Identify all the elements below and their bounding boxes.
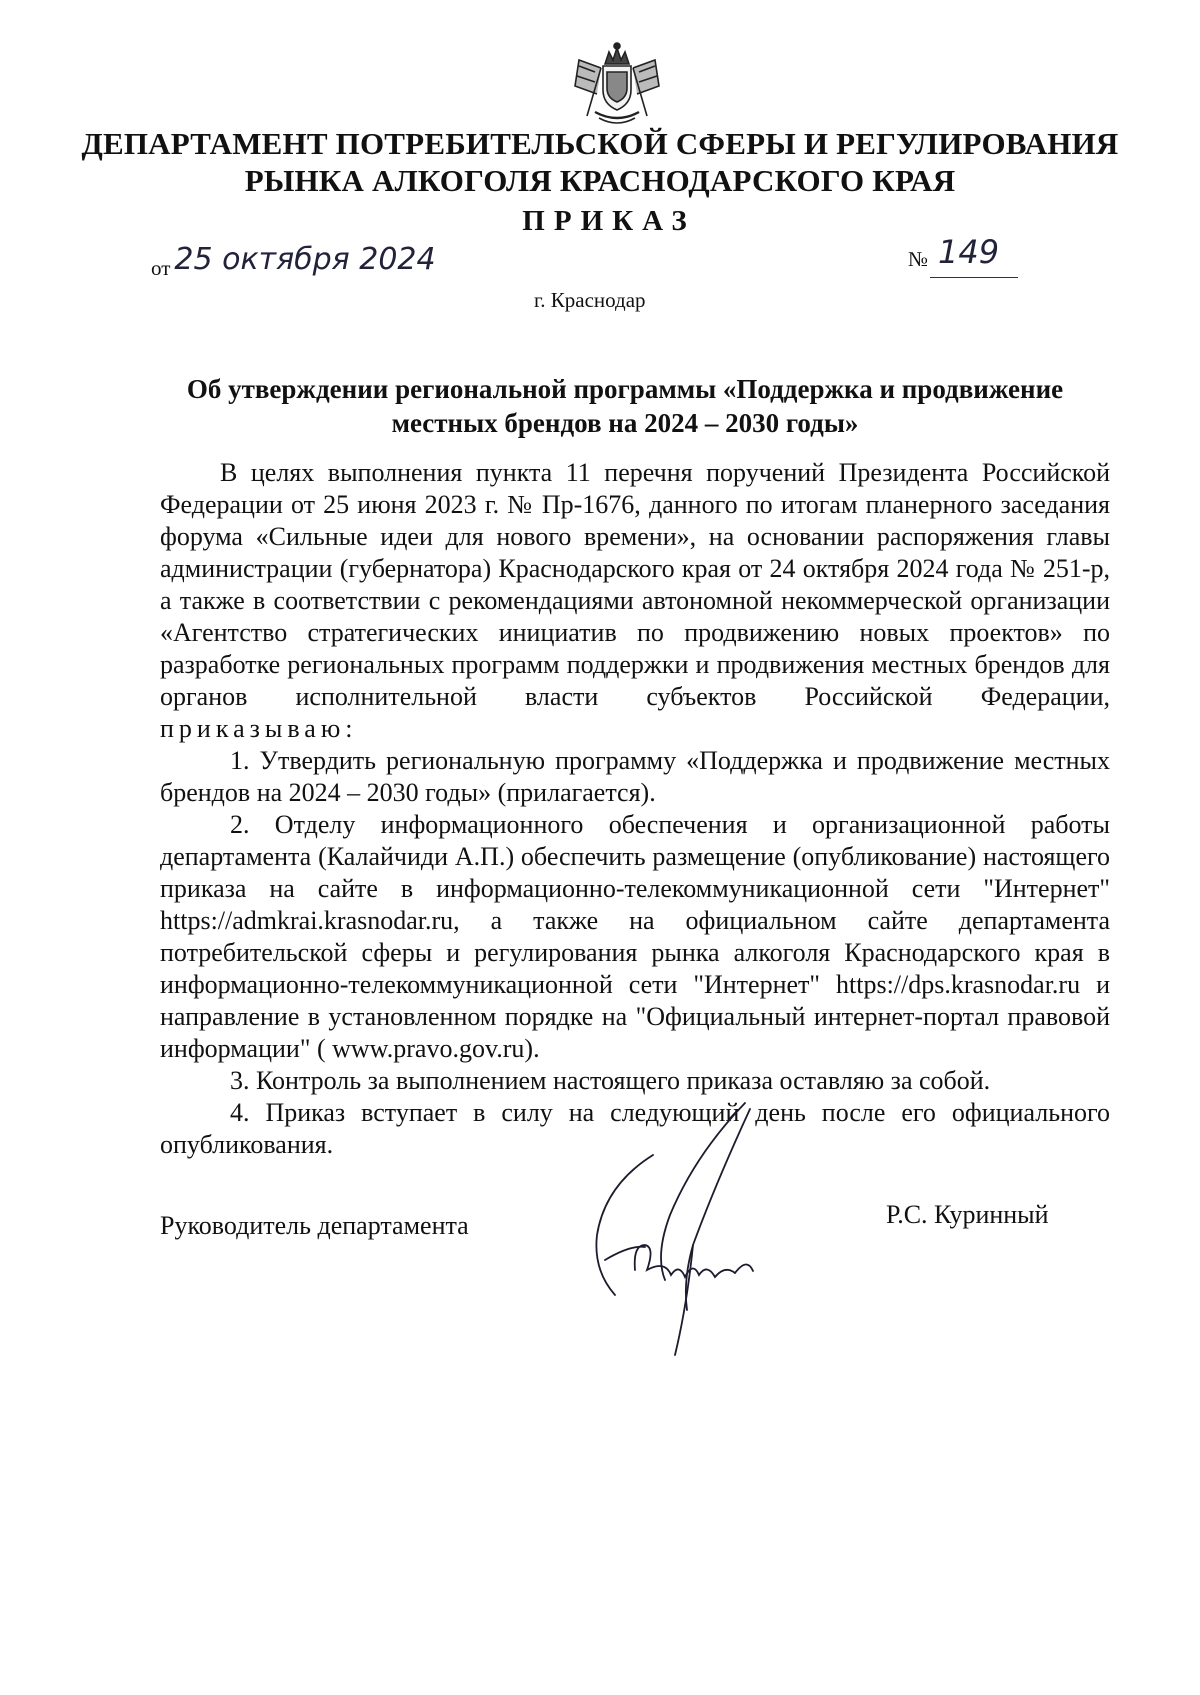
handwritten-date: 25 октября 2024 bbox=[174, 242, 436, 277]
decree-word: приказываю: bbox=[160, 714, 358, 743]
number-block bbox=[908, 233, 1068, 274]
preamble-paragraph: В целях выполнения пункта 11 перечня поручений Президента Российской Федерации от 25 июня 2023 г. № Пр-1676, данного по итогам планерного заседания форума «Сильные идеи для нового времени», на основании распоряжения главы администрации (губернатора) Краснодарского края от 24 октября 2024 года № 251-р, а также в соответствии с рекомендациями автономной некоммерческой организации «Агентство стратегических инициатив по продвижению новых проектов» по разработке региональных программ поддержки и продвижения местных брендов для органов исполнительной власти субъектов Российской Федерации, bbox=[160, 458, 1110, 711]
department-name-line2: РЫНКА АЛКОГОЛЯ КРАСНОДАРСКОГО КРАЯ bbox=[244, 163, 956, 198]
order-body bbox=[160, 457, 1110, 1161]
order-item-3: 3. Контроль за выполнением настоящего приказа оставляю за собой. bbox=[230, 1066, 991, 1095]
signer-position: Руководитель департамента bbox=[160, 1211, 469, 1240]
document-type-title: ПРИКАЗ bbox=[522, 205, 696, 237]
coat-of-arms-icon bbox=[565, 38, 669, 126]
order-title-line2: местных брендов на 2024 – 2030 годы» bbox=[391, 408, 859, 438]
signer-name: Р.С. Куринный bbox=[886, 1200, 1049, 1229]
order-title-line1: Об утверждении региональной программы «Поддержка и продвижение bbox=[186, 374, 1064, 404]
number-prefix: № bbox=[908, 247, 929, 271]
city: г. Краснодар bbox=[534, 288, 646, 312]
date-block bbox=[151, 242, 436, 283]
number-underline bbox=[930, 277, 1018, 278]
order-item-1: 1. Утвердить региональную программу «Поддержка и продвижение местных брендов на 2024 – 2030 годы» (прилагается). bbox=[160, 746, 1110, 807]
handwritten-signature bbox=[575, 1095, 805, 1360]
date-prefix: от bbox=[151, 256, 171, 280]
order-title bbox=[150, 372, 1100, 440]
department-name-line1: ДЕПАРТАМЕНТ ПОТРЕБИТЕЛЬСКОЙ СФЕРЫ И РЕГУЛИРОВАНИЯ bbox=[81, 126, 1119, 161]
order-item-4: 4. Приказ вступает в силу на следующий день после его официального опубликования. bbox=[160, 1098, 1110, 1159]
handwritten-number: 149 bbox=[938, 233, 1000, 271]
order-item-2: 2. Отделу информационного обеспечения и организационной работы департамента (Калайчиди А.П.) обеспечить размещение (опубликование) настоящего приказа на сайте в информационно-телекоммуникационной сети "Интернет" https://admkrai.krasnodar.ru, а также на официальном сайте департамента потребительской сферы и регулирования рынка алкоголя Краснодарского края в информационно-телекоммуникационной сети "Интернет" https://dps.krasnodar.ru и направление в установленном порядке на "Официальный интернет-портал правовой информации" ( www.pravo.gov.ru). bbox=[160, 810, 1110, 1063]
